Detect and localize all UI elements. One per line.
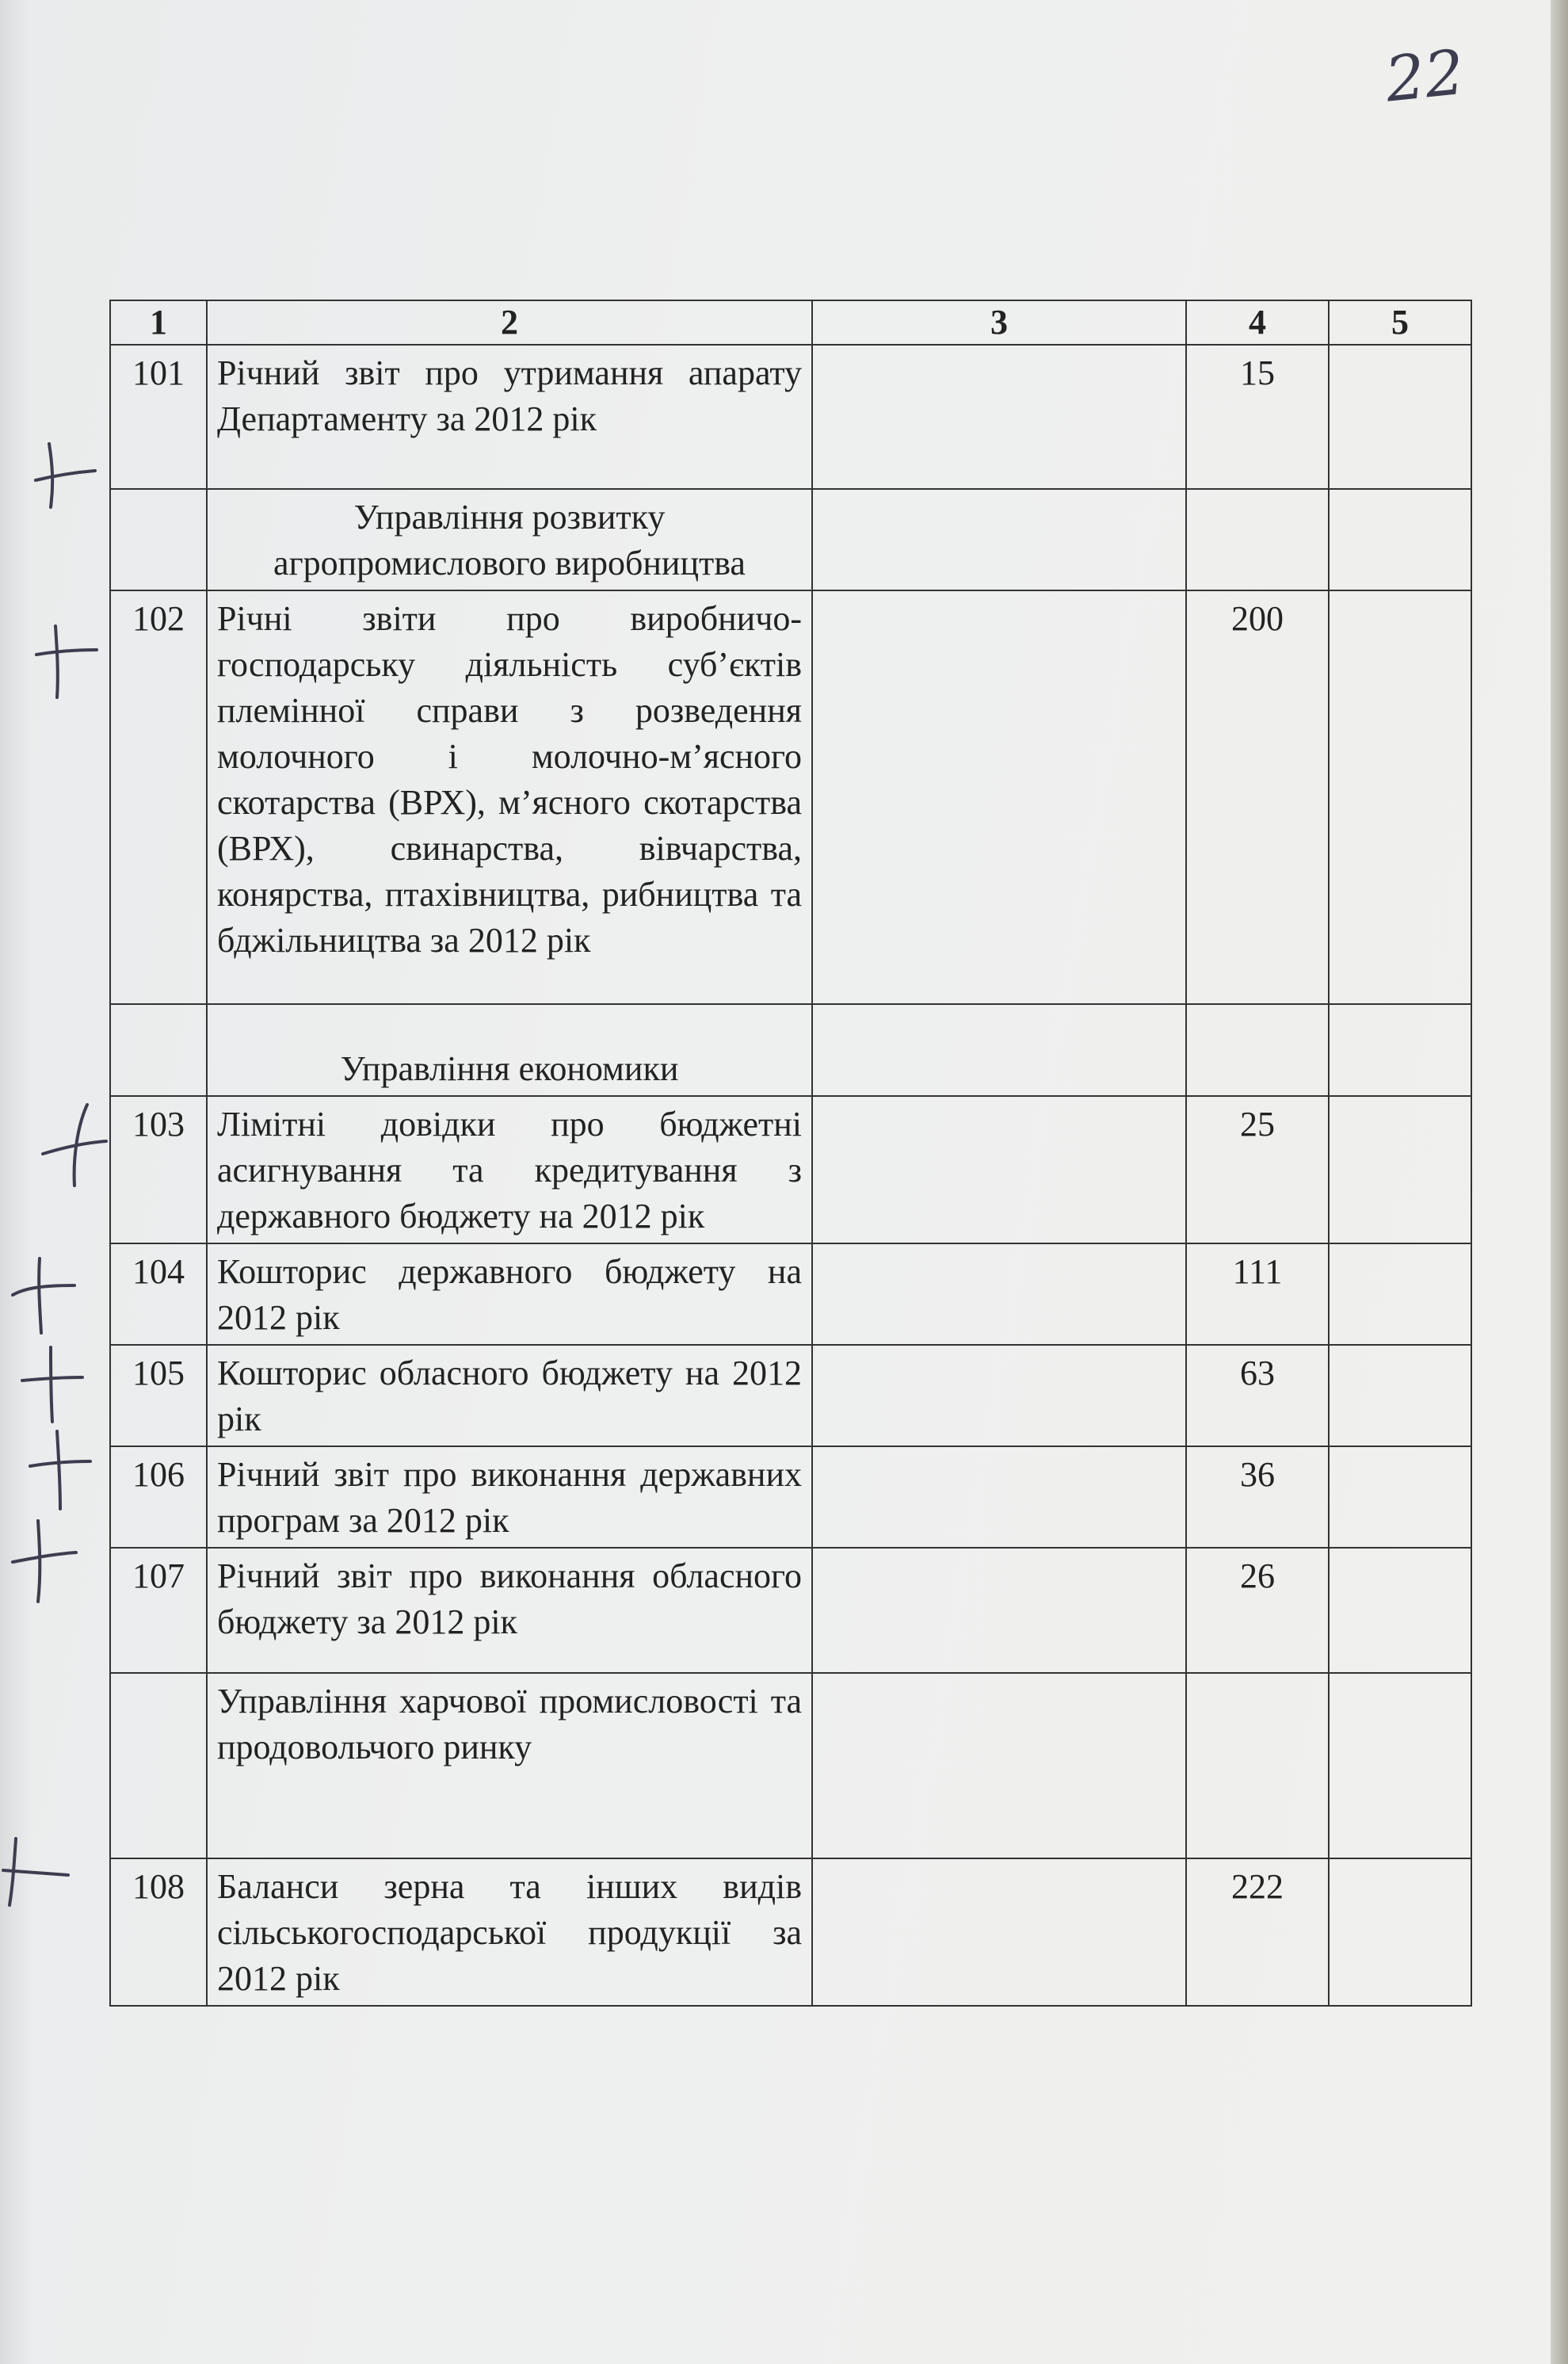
row-number: 106	[110, 1446, 207, 1548]
row-col3	[812, 345, 1186, 489]
section-empty-num	[110, 1673, 207, 1858]
row-col5	[1329, 1446, 1471, 1548]
section-title: Управління економики	[207, 1004, 812, 1096]
table-header-row	[110, 300, 1471, 345]
section-row	[110, 1673, 1471, 1858]
table-row	[110, 345, 1471, 489]
section-empty-num	[110, 489, 207, 590]
margin-check-mark	[25, 1426, 97, 1514]
row-number: 101	[110, 345, 207, 489]
row-number: 105	[110, 1345, 207, 1446]
row-col3	[812, 1096, 1186, 1243]
table-row	[110, 590, 1471, 1004]
row-col5	[1329, 1548, 1471, 1673]
margin-check-mark	[40, 1102, 111, 1189]
margin-check-mark	[16, 1339, 87, 1426]
row-count: 200	[1186, 590, 1329, 1004]
row-col3	[812, 1243, 1186, 1345]
section-empty-col3	[812, 1673, 1186, 1858]
row-col5	[1329, 590, 1471, 1004]
row-col5	[1329, 1858, 1471, 2006]
row-description: Річні звіти про виробничо-господарську діяльність суб’єктів племінної справи з розведення молочного і молочно-м’ясного скотарства (ВРХ), м’ясного скотарства (ВРХ), свинарства, вівчарства, конярства, птахівництва, рибництва та бджільництва за 2012 рік	[207, 590, 812, 1004]
row-col5	[1329, 1096, 1471, 1243]
row-count: 222	[1186, 1858, 1329, 2006]
margin-check-mark	[8, 1254, 79, 1341]
page-right-edge	[1551, 0, 1568, 2364]
handwritten-page-number: 22	[1382, 36, 1468, 116]
row-description: Баланси зерна та інших видів сільськогосподарської продукції за 2012 рік	[207, 1858, 812, 2006]
header-col-2: 2	[207, 300, 812, 345]
row-col3	[812, 1548, 1186, 1673]
header-col-1: 1	[110, 300, 207, 345]
row-description: Річний звіт про утримання апарату Департаменту за 2012 рік	[207, 345, 812, 489]
section-empty-col4	[1186, 489, 1329, 590]
section-row	[110, 1004, 1471, 1096]
table-row	[110, 1446, 1471, 1548]
row-col5	[1329, 1345, 1471, 1446]
section-title: Управління харчової промисловості та продовольчого ринку	[207, 1673, 812, 1858]
section-title: Управління розвитку агропромислового виробництва	[207, 489, 812, 590]
section-empty-col3	[812, 1004, 1186, 1096]
row-col5	[1329, 1243, 1471, 1345]
row-col3	[812, 1345, 1186, 1446]
row-col3	[812, 1858, 1186, 2006]
row-count: 111	[1186, 1243, 1329, 1345]
row-count: 36	[1186, 1446, 1329, 1548]
row-description: Кошторис державного бюджету на 2012 рік	[207, 1243, 812, 1345]
section-empty-col4	[1186, 1673, 1329, 1858]
header-col-5: 5	[1329, 300, 1471, 345]
row-count: 63	[1186, 1345, 1329, 1446]
row-number: 104	[110, 1243, 207, 1345]
table-row	[110, 1548, 1471, 1673]
table-row	[110, 1243, 1471, 1345]
table-row	[110, 1096, 1471, 1243]
row-col3	[812, 1446, 1186, 1548]
row-col3	[812, 590, 1186, 1004]
section-row	[110, 489, 1471, 590]
document-table	[109, 300, 1472, 2007]
margin-check-mark	[0, 1823, 71, 1910]
table-row	[110, 1345, 1471, 1446]
section-empty-col5	[1329, 1673, 1471, 1858]
section-empty-col5	[1329, 1004, 1471, 1096]
section-empty-col5	[1329, 489, 1471, 590]
row-count: 25	[1186, 1096, 1329, 1243]
section-empty-col3	[812, 489, 1186, 590]
section-empty-col4	[1186, 1004, 1329, 1096]
margin-check-mark	[32, 618, 103, 705]
header-col-4: 4	[1186, 300, 1329, 345]
margin-check-mark	[8, 1518, 79, 1605]
row-count: 26	[1186, 1548, 1329, 1673]
header-col-3: 3	[812, 300, 1186, 345]
row-col5	[1329, 345, 1471, 489]
page-left-edge	[0, 0, 32, 2364]
row-number: 102	[110, 590, 207, 1004]
table-row	[110, 1858, 1471, 2006]
row-description: Кошторис обласного бюджету на 2012 рік	[207, 1345, 812, 1446]
row-description: Річний звіт про виконання державних програм за 2012 рік	[207, 1446, 812, 1548]
row-count: 15	[1186, 345, 1329, 489]
section-empty-num	[110, 1004, 207, 1096]
row-number: 108	[110, 1858, 207, 2006]
row-number: 107	[110, 1548, 207, 1673]
row-description: Лімітні довідки про бюджетні асигнування та кредитування з державного бюджету на 2012 рік	[207, 1096, 812, 1243]
row-description: Річний звіт про виконання обласного бюджету за 2012 рік	[207, 1548, 812, 1673]
row-number: 103	[110, 1096, 207, 1243]
margin-check-mark	[32, 428, 103, 515]
